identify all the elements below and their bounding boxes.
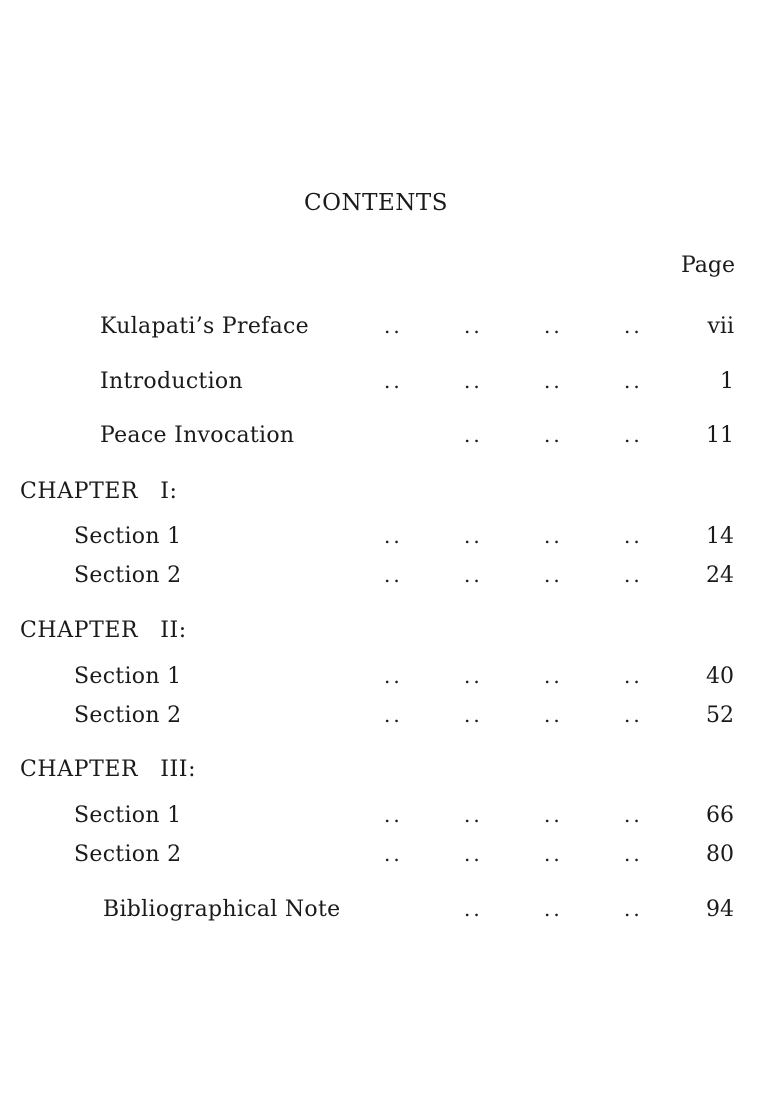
dot-leader: .. .. .. .. [384,664,643,688]
toc-entry-page: 66 [706,803,734,828]
toc-entry-page: 11 [706,423,734,448]
toc-entry-label: Section 1 [74,524,182,549]
dot-leader: .. .. .. .. [384,524,643,548]
dot-leader: .. .. .. .. [384,563,643,587]
toc-entry-page: 94 [706,897,734,922]
toc-entry-peace-invocation [0,423,780,453]
toc-entry-preface [0,314,780,344]
toc-entry-ch3-section2 [0,842,780,872]
dot-leader: .. .. .. [464,423,643,447]
dot-leader: .. .. .. .. [384,803,643,827]
toc-entry-label: Section 2 [74,563,182,588]
toc-entry-label: Section 1 [74,803,182,828]
page-title: CONTENTS [304,190,448,216]
toc-entry-label: Section 1 [74,664,182,689]
toc-entry-label: Section 2 [74,703,182,728]
toc-entry-label: Kulapati’s Preface [100,314,309,339]
chapter-heading-1: CHAPTER I: [20,479,178,504]
dot-leader: .. .. .. .. [384,314,643,338]
dot-leader: .. .. .. .. [384,369,643,393]
toc-entry-label: Introduction [100,369,243,394]
toc-entry-ch1-section2 [0,563,780,593]
toc-entry-label: Section 2 [74,842,182,867]
toc-entry-page: 40 [706,664,734,689]
toc-entry-label: Peace Invocation [100,423,295,448]
dot-leader: .. .. .. .. [384,842,643,866]
toc-entry-page: 52 [706,703,734,728]
chapter-heading-3: CHAPTER III: [20,757,197,782]
toc-entry-ch3-section1 [0,803,780,833]
dot-leader: .. .. .. .. [384,703,643,727]
toc-entry-introduction [0,369,780,399]
toc-entry-page: 14 [706,524,734,549]
toc-entry-bibliographical-note [0,897,780,927]
page-column-header: Page [680,253,735,278]
toc-entry-label: Bibliographical Note [103,897,341,922]
toc-entry-page: 1 [720,369,734,394]
toc-entry-page: vii [707,314,734,339]
toc-entry-ch2-section1 [0,664,780,694]
toc-entry-ch1-section1 [0,524,780,554]
toc-entry-page: 24 [706,563,734,588]
toc-entry-ch2-section2 [0,703,780,733]
chapter-heading-2: CHAPTER II: [20,618,187,643]
toc-entry-page: 80 [706,842,734,867]
dot-leader: .. .. .. [464,897,643,921]
